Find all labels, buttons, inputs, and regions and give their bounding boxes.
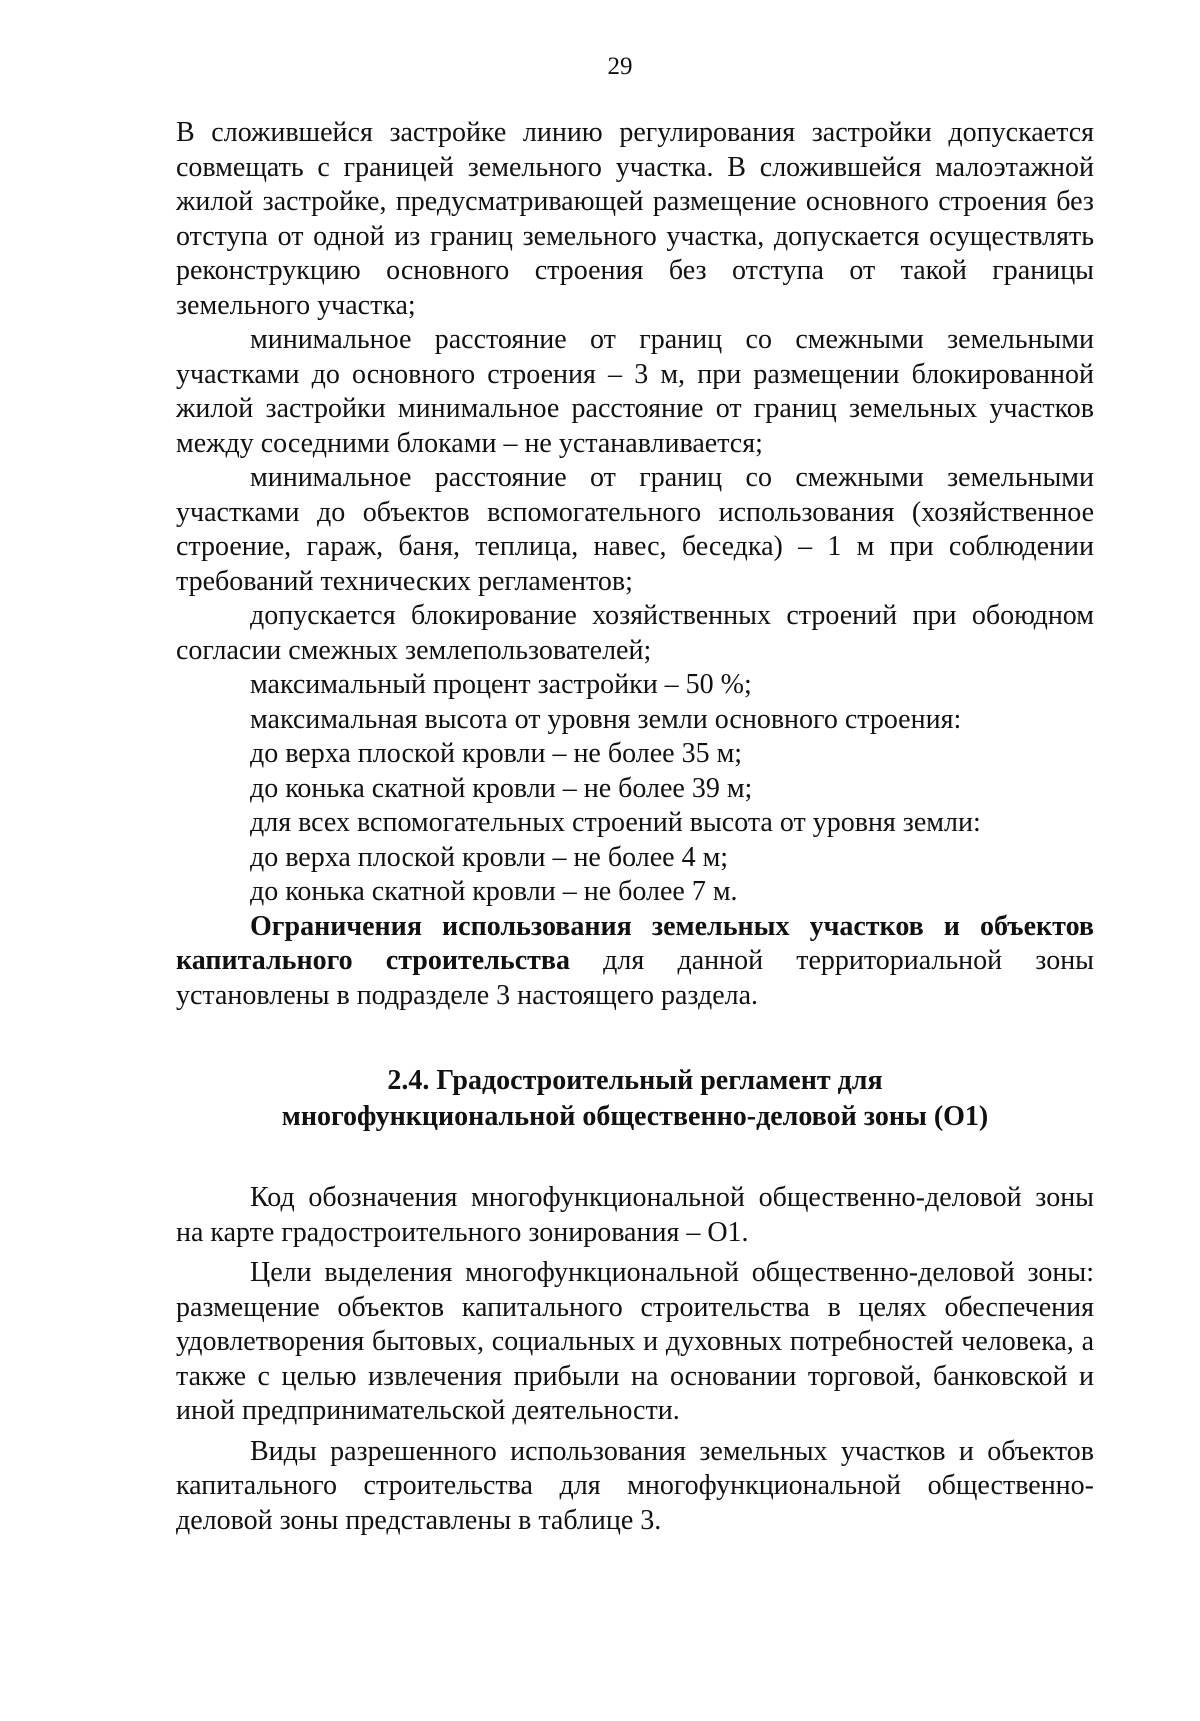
paragraph: до верха плоской кровли – не более 4 м; [250, 841, 729, 873]
paragraph: до конька скатной кровли – не более 39 м; [250, 772, 753, 804]
paragraph: до конька скатной кровли – не более 7 м. [250, 876, 738, 907]
page-number: 29 [607, 53, 633, 80]
paragraph: максимальная высота от уровня земли основного строения: [250, 703, 962, 735]
paragraph: минимальное расстояние от границ со смежными земельными участками до основного строения – 3 м, при размещении блокированной жилой застройки минимальное расстояние от границ земельных участков между соседними блоками – не устанавливается; [176, 324, 1094, 459]
section-heading [176, 1063, 1094, 1135]
document-body [176, 116, 1094, 1538]
section-heading-line-2: многофункциональной общественно-деловой зоны (О1) [281, 1101, 989, 1132]
paragraph-restrictions [176, 910, 1094, 1014]
paragraph: минимальное расстояние от границ со смежными земельными участками до объектов вспомогательного использования (хозяйственное строение, гараж, баня, теплица, навес, беседка) – 1 м при соблюдении требований технических регламентов; [176, 462, 1094, 597]
paragraph: Код обозначения многофункциональной общественно-деловой зоны на карте градостроительного зонирования – О1. [176, 1182, 1094, 1248]
paragraph: максимальный процент застройки – 50 %; [250, 669, 752, 700]
paragraph: В сложившейся застройке линию регулирования застройки допускается совмещать с границей земельного участка. В сложившейся малоэтажной жилой застройке, предусматривающей размещение основного строения без отступа от одной из границ земельного участка, допускается осуществлять реконструкцию основного строения без отступа от такой границы земельного участка; [176, 117, 1094, 321]
paragraph: до верха плоской кровли – не более 35 м; [250, 738, 743, 769]
paragraph: Цели выделения многофункциональной общественно-деловой зоны: размещение объектов капитального строительства в целях обеспечения удовлетворения бытовых, социальных и духовных потребностей человека, а также с целью извлечения прибыли на основании торговой, банковской и иной предпринимательской деятельности. [176, 1257, 1094, 1426]
paragraph: для всех вспомогательных строений высота от уровня земли: [250, 807, 981, 838]
restrictions-bold-text: Ограничения использования земельных участков и объектов капитального строительства [176, 910, 1094, 976]
paragraph: Виды разрешенного использования земельных участков и объектов капитального строительства для многофункциональной общественно-деловой зоны представлены в таблице 3. [176, 1435, 1094, 1536]
section-heading-line-1: 2.4. Градостроительный регламент для [387, 1065, 883, 1096]
paragraph: допускается блокирование хозяйственных строений при обоюдном согласии смежных землепользователей; [176, 600, 1094, 666]
restrictions-rest-text: для данной территориальной зоны установлены в подразделе 3 настоящего раздела. [176, 945, 1094, 1011]
